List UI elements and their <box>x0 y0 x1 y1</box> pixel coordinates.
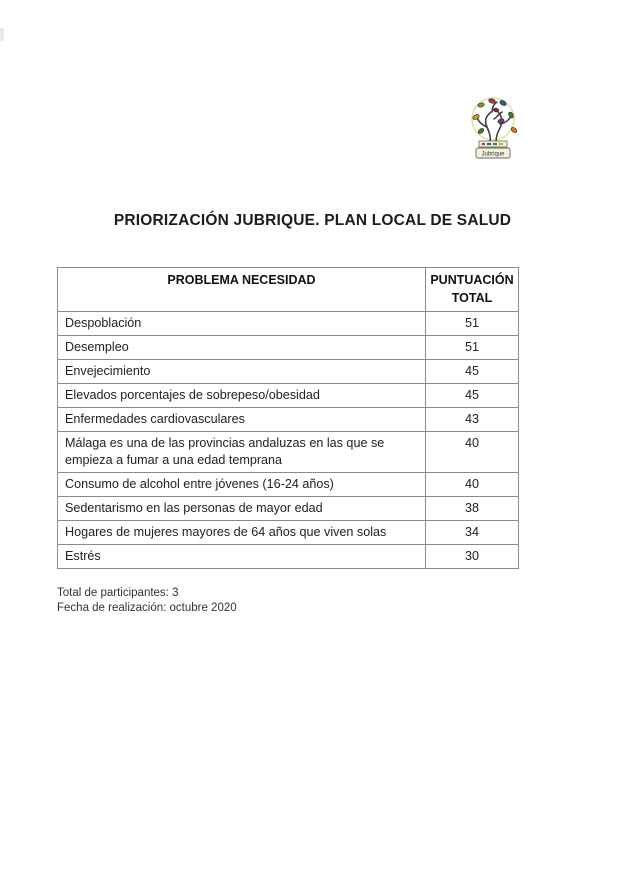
table-row <box>58 360 519 384</box>
logo-caption: Jubrique <box>481 151 505 158</box>
puntuacion-cell: 30 <box>426 545 519 569</box>
priorization-table <box>57 267 519 569</box>
col-header-problema: PROBLEMA NECESIDAD <box>58 268 426 312</box>
puntuacion-cell: 38 <box>426 497 519 521</box>
table-row <box>58 497 519 521</box>
puntuacion-cell: 40 <box>426 473 519 497</box>
table-row <box>58 545 519 569</box>
table-row <box>58 384 519 408</box>
tree-icon <box>466 94 522 162</box>
puntuacion-cell: 51 <box>426 336 519 360</box>
problema-cell: Estrés <box>58 545 426 569</box>
table-row <box>58 432 519 473</box>
problema-cell: Elevados porcentajes de sobrepeso/obesidad <box>58 384 426 408</box>
participants-note: Total de participantes: 3 <box>57 587 179 599</box>
problema-cell: Hogares de mujeres mayores de 64 años que viven solas <box>58 521 426 545</box>
table-header-row <box>58 268 519 312</box>
table-row <box>58 408 519 432</box>
problema-cell: Málaga es una de las provincias andaluzas en las que se empieza a fumar a una edad temprana <box>58 432 426 473</box>
table-row <box>58 473 519 497</box>
puntuacion-cell: 40 <box>426 432 519 473</box>
problema-cell: Desempleo <box>58 336 426 360</box>
footer-notes <box>57 586 237 615</box>
problema-cell: Enfermedades cardiovasculares <box>58 408 426 432</box>
puntuacion-cell: 43 <box>426 408 519 432</box>
problema-cell: Sedentarismo en las personas de mayor edad <box>58 497 426 521</box>
puntuacion-cell: 45 <box>426 360 519 384</box>
table-row <box>58 521 519 545</box>
col-header-puntuacion: PUNTUACIÓN TOTAL <box>426 268 519 312</box>
problema-cell: Despoblación <box>58 312 426 336</box>
date-note: Fecha de realización: octubre 2020 <box>57 601 237 614</box>
puntuacion-cell: 34 <box>426 521 519 545</box>
problema-cell: Envejecimiento <box>58 360 426 384</box>
table-row <box>58 312 519 336</box>
jubrique-logo <box>466 94 522 162</box>
problema-cell: Consumo de alcohol entre jóvenes (16-24 años) <box>58 473 426 497</box>
page-edge-artifact <box>0 28 4 41</box>
page-title: PRIORIZACIÓN JUBRIQUE. PLAN LOCAL DE SALUD <box>113 212 512 229</box>
puntuacion-cell: 45 <box>426 384 519 408</box>
table-row <box>58 336 519 360</box>
puntuacion-cell: 51 <box>426 312 519 336</box>
